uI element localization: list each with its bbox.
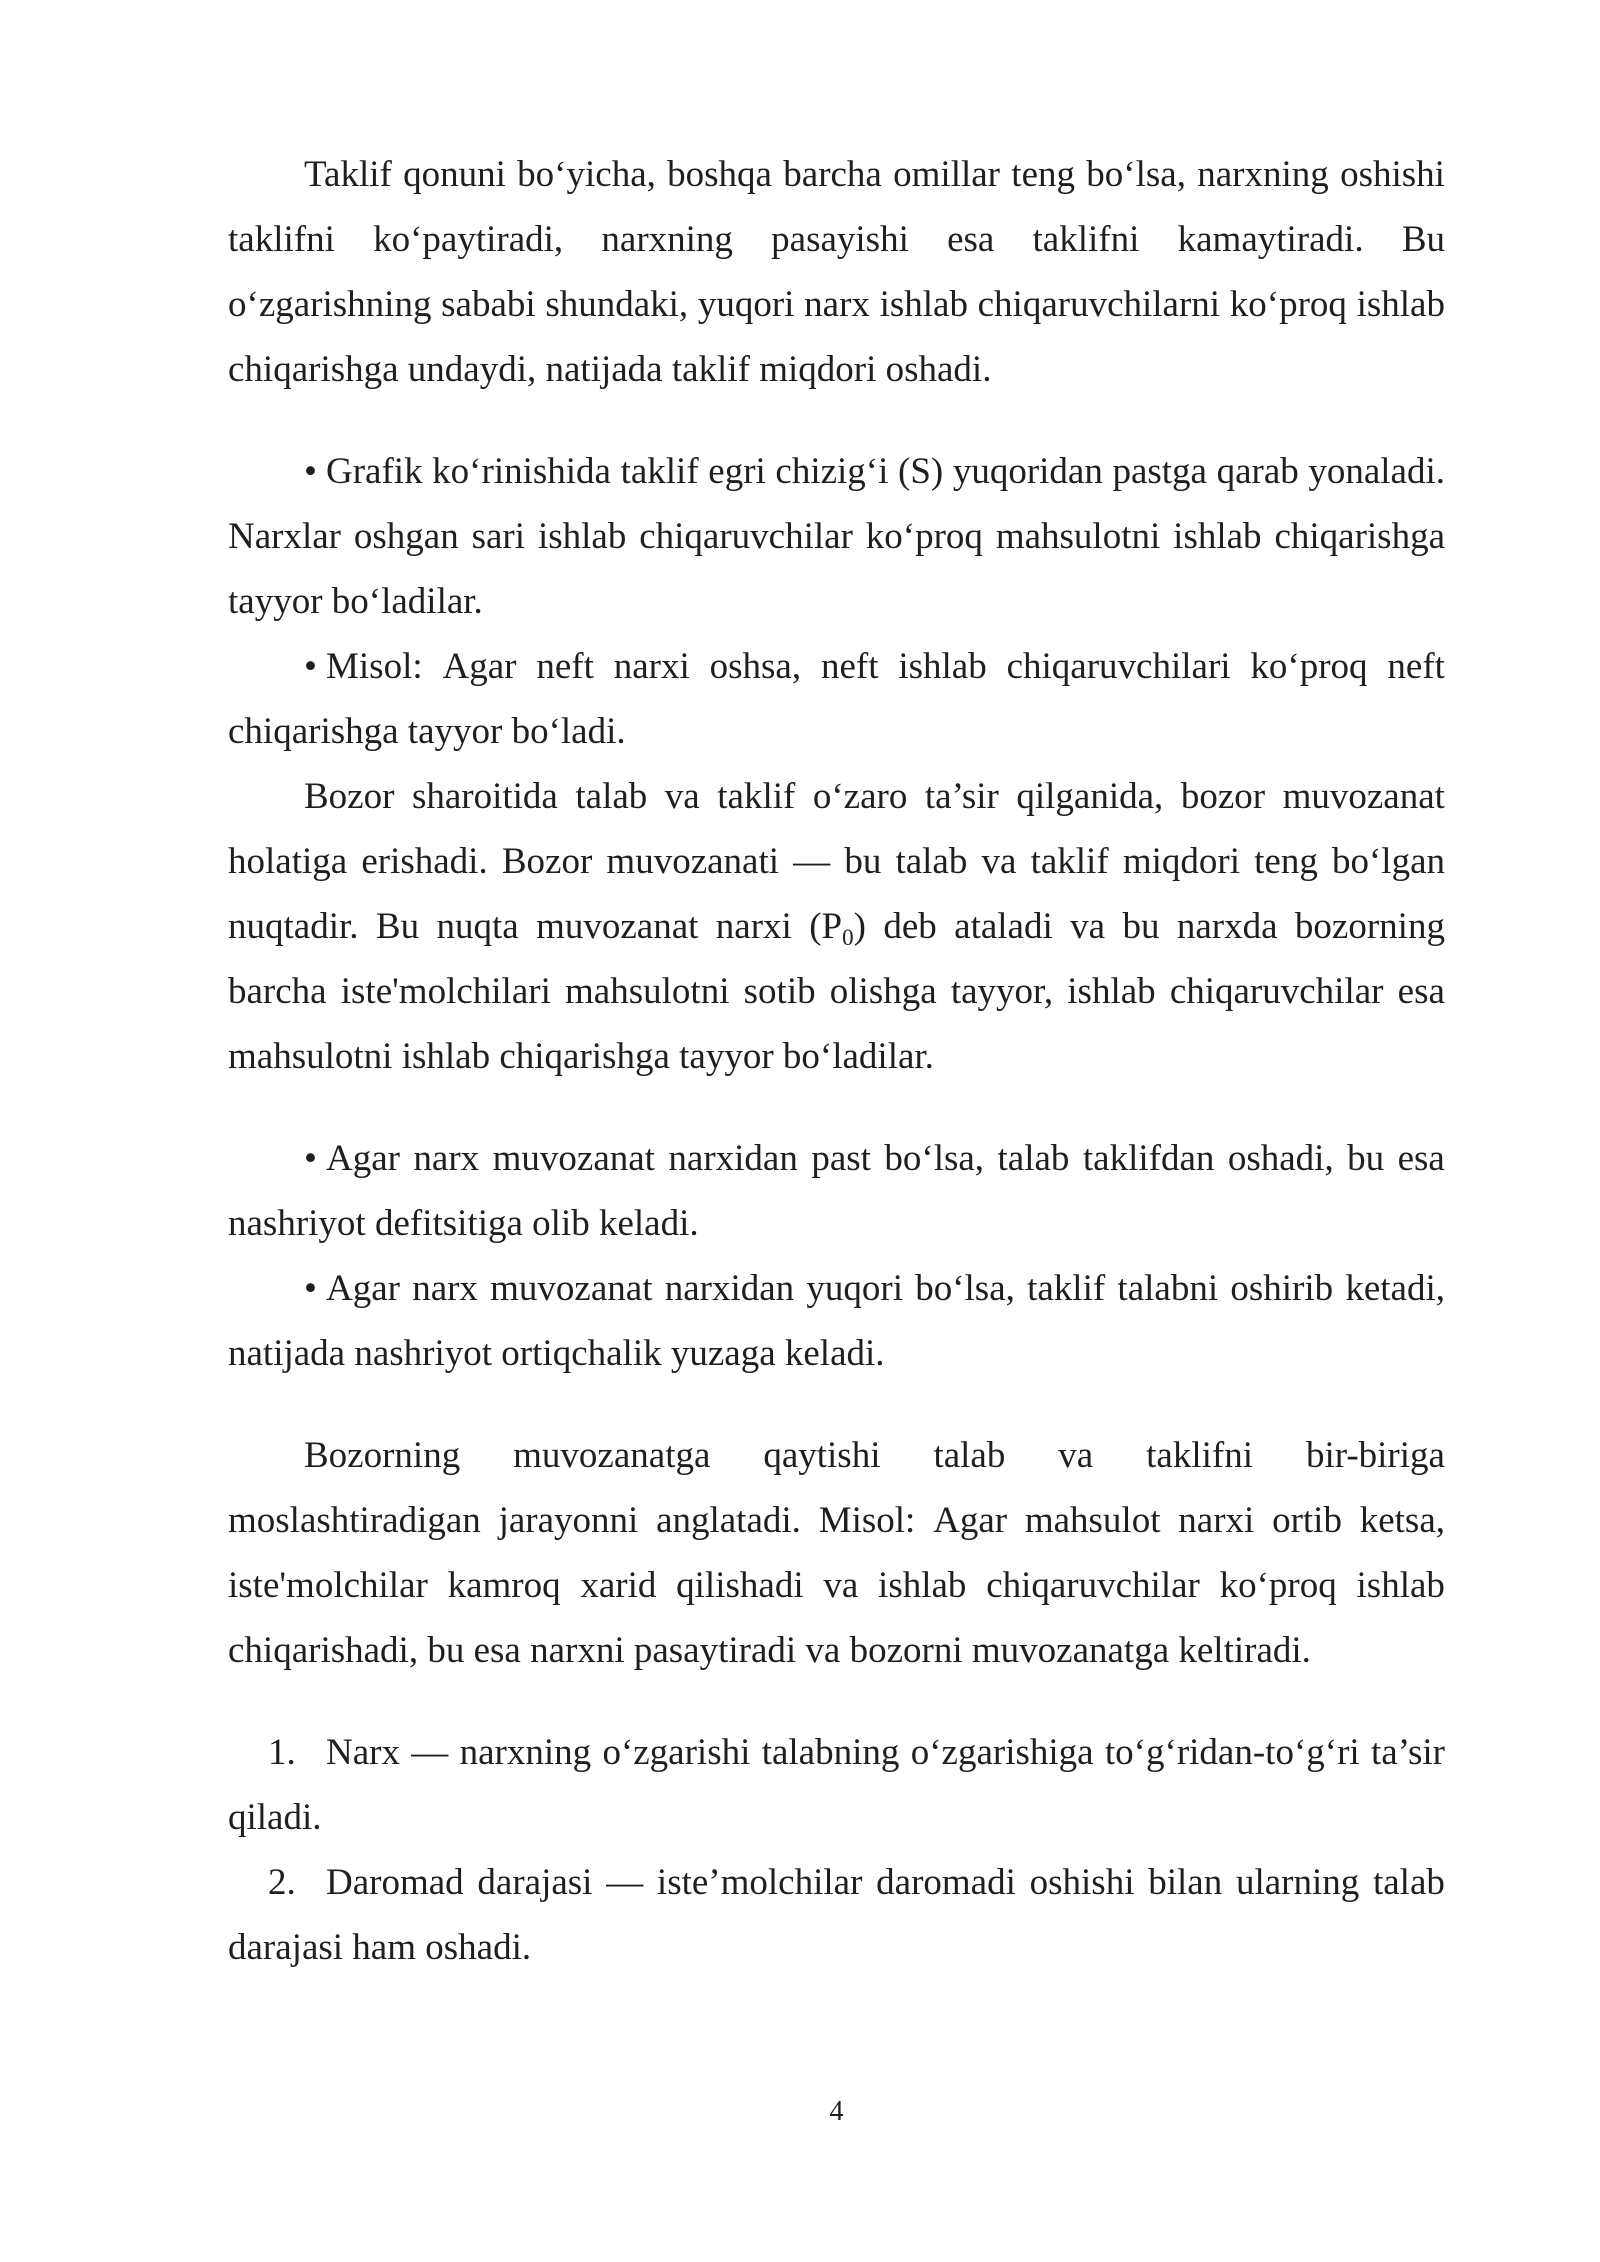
word: yonaladi. (1308, 451, 1445, 492)
justified-line (304, 1423, 1445, 1488)
justified-line (228, 272, 1445, 337)
word: kamroq (447, 1565, 561, 1606)
word: bo‘lsa, (915, 1268, 1015, 1309)
bullet-marker: • (304, 646, 317, 687)
equilibrium-price-symbol (809, 894, 866, 959)
word: bo‘yicha, (517, 154, 656, 195)
word: narxidan (664, 1268, 795, 1309)
word: neft (1387, 646, 1445, 687)
word: pasayishi (771, 219, 909, 260)
justified-line (228, 959, 1445, 1024)
word: jarayonni (498, 1500, 639, 1541)
text-line (228, 207, 1445, 272)
word: taklifni (1032, 219, 1140, 260)
word: oshgan (353, 516, 459, 557)
word: nuqtadir. (228, 906, 359, 947)
paragraph (228, 142, 1445, 402)
word: Agar (326, 1138, 400, 1179)
justified-line (326, 1126, 1445, 1191)
word: bo‘lsa, (884, 1138, 985, 1179)
word: oshsa, (709, 646, 802, 687)
word: taklif (620, 451, 699, 492)
word: va (823, 1565, 859, 1606)
bullet-item (228, 634, 1445, 764)
text-line (228, 1915, 1445, 1980)
word: ko‘proq (1219, 1565, 1337, 1606)
text-line (228, 1191, 1445, 1256)
word: narxi (715, 906, 792, 947)
word: bilan (1148, 1862, 1223, 1903)
numbered-item (228, 1720, 1445, 1850)
word: darajasi (477, 1862, 593, 1903)
bullet-item (228, 439, 1445, 634)
text-line (228, 272, 1445, 337)
word: va (1058, 1435, 1094, 1476)
word: ularning (1235, 1862, 1360, 1903)
word: ortib (1272, 1500, 1342, 1541)
justified-line (326, 1720, 1445, 1785)
word: ishlab (879, 284, 968, 325)
word: ko‘rinishida (432, 451, 611, 492)
word: talab (895, 841, 968, 882)
word: yuqori (697, 284, 795, 325)
word: ketsa, (1359, 1500, 1445, 1541)
word: yuqori (806, 1268, 903, 1309)
word: talabning (761, 1732, 900, 1773)
text-line (228, 142, 1445, 207)
text-line (228, 829, 1445, 894)
line-text: natijada nashriyot ortiqchalik yuzaga keladi. (228, 1333, 885, 1374)
word: iste'molchilari (340, 971, 551, 1012)
word: ta’sir (1371, 1732, 1445, 1773)
word: erishadi. (361, 841, 488, 882)
word: talab (575, 776, 648, 817)
word: va (1070, 906, 1106, 947)
word: talab (933, 1435, 1006, 1476)
word: boshqa (667, 154, 772, 195)
word: Grafik (326, 451, 423, 492)
justified-line (326, 1256, 1445, 1321)
word: o‘zgarishning (228, 284, 432, 325)
line-text: nashriyot defitsitiga olib keladi. (228, 1203, 699, 1244)
word: ishlab (1173, 516, 1262, 557)
word: shundaki, (545, 284, 689, 325)
word: chiqaruvchilari (1006, 646, 1231, 687)
word: narx (804, 284, 870, 325)
word: pastga (1112, 451, 1207, 492)
justified-line (228, 504, 1445, 569)
justified-line (228, 829, 1445, 894)
justified-line (326, 439, 1445, 504)
text-line (228, 1785, 1445, 1850)
word: Agar (442, 646, 517, 687)
word: bu (1122, 906, 1160, 947)
text-line (228, 439, 1445, 504)
bullet-item (228, 1126, 1445, 1256)
item-number: 2. (268, 1862, 296, 1903)
word: miqdori (1122, 841, 1240, 882)
symbol-subscript: 0 (842, 924, 854, 950)
word: qarab (1216, 451, 1299, 492)
word: iste'molchilar (228, 1565, 428, 1606)
word: ishlab (537, 516, 627, 557)
justified-line (228, 894, 1445, 959)
word: iste’molchilar (656, 1862, 863, 1903)
word: sharoitida (411, 776, 558, 817)
text-line (228, 1618, 1445, 1683)
word: muvozanat (536, 906, 699, 947)
word: Bu (1401, 219, 1445, 260)
word: Bu (375, 906, 420, 947)
word: daromadi (876, 1862, 1016, 1903)
word: talabni (1117, 1268, 1219, 1309)
justified-line (326, 1850, 1445, 1915)
word: chiqaruvchilar (1169, 971, 1384, 1012)
word: narx (413, 1138, 480, 1179)
word: muvozanat (1282, 776, 1445, 817)
text-line (228, 569, 1445, 634)
text-line (228, 699, 1445, 764)
word: deb (883, 906, 937, 947)
word: o‘zgarishiga (910, 1732, 1094, 1773)
word: bu (1347, 1138, 1385, 1179)
word: yuqoridan (952, 451, 1103, 492)
word: qonuni (403, 154, 506, 195)
word: nuqta (436, 906, 519, 947)
text-line (228, 1126, 1445, 1191)
text-line (228, 634, 1445, 699)
word: mahsulotni (995, 516, 1161, 557)
word: bo‘lgan (1331, 841, 1445, 882)
word: — (793, 841, 831, 882)
word: Taklif (304, 154, 392, 195)
word: chiqaruvchilar (639, 516, 853, 557)
word: Misol: (326, 646, 423, 687)
word: — (411, 1732, 449, 1773)
text-line (228, 894, 1445, 959)
word: oshishi (1029, 1862, 1135, 1903)
word: bo‘lsa, (1086, 154, 1186, 195)
word: Bozor (304, 776, 395, 817)
word: bozorning (1294, 906, 1445, 947)
word: sari (471, 516, 526, 557)
word: narxning (459, 1732, 592, 1773)
page-number: 4 (829, 2096, 844, 2127)
word: narx (412, 1268, 478, 1309)
word: bir-biriga (1305, 1435, 1445, 1476)
word: narxda (1176, 906, 1278, 947)
text-line (228, 1553, 1445, 1618)
paragraph (228, 1423, 1445, 1683)
word: esa (1397, 1138, 1445, 1179)
word: Bozorning (304, 1435, 461, 1476)
word: taklif (1030, 841, 1109, 882)
line-text: mahsulotni ishlab chiqarishga tayyor bo‘ladilar. (228, 1036, 934, 1077)
word: muvozanat (490, 1268, 653, 1309)
word: teng (1011, 154, 1075, 195)
word: esa (947, 219, 995, 260)
word: kamaytiradi. (1177, 219, 1364, 260)
word: qilganida, (1016, 776, 1164, 817)
line-text: tayyor bo‘ladilar. (228, 581, 483, 622)
word: past (811, 1138, 871, 1179)
word: oshirib (1230, 1268, 1334, 1309)
word: va (981, 841, 1017, 882)
word: Daromad (326, 1862, 464, 1903)
word: taklifdan (1082, 1138, 1215, 1179)
word: egri (708, 451, 766, 492)
word: o‘zgarishi (602, 1732, 751, 1773)
justified-line (304, 142, 1445, 207)
word: ishlab (1067, 971, 1156, 1012)
bullet-marker: • (304, 1138, 317, 1179)
word: oshishi (1340, 154, 1445, 195)
word: omillar (893, 154, 1001, 195)
word: mahsulotni (565, 971, 730, 1012)
line-text: chiqarishadi, bu esa narxni pasaytiradi va bozorni muvozanatga keltiradi. (228, 1630, 1311, 1671)
justified-line (228, 1553, 1445, 1618)
word: Agar (326, 1268, 400, 1309)
word: neft (820, 646, 879, 687)
word: mahsulot (1024, 1500, 1161, 1541)
word: chiqaruvchilarni (977, 284, 1221, 325)
word: chiqaruvchilar (986, 1565, 1200, 1606)
text-line (228, 1256, 1445, 1321)
word: Narx (326, 1732, 400, 1773)
word: ko‘proq (865, 516, 983, 557)
word: va (664, 776, 700, 817)
text-line (228, 1423, 1445, 1488)
word: narxning (601, 219, 733, 260)
word: narxi (613, 646, 690, 687)
word: (S) (898, 451, 944, 492)
word: talab (1372, 1862, 1445, 1903)
word: — (606, 1862, 644, 1903)
word: barcha (783, 154, 882, 195)
word: tayyor, (950, 971, 1054, 1012)
text-line (228, 1488, 1445, 1553)
word: taklif (717, 776, 796, 817)
word: bozor (1180, 776, 1266, 817)
word: Bozor (501, 841, 593, 882)
justified-line (228, 1488, 1445, 1553)
word: taklifni (228, 219, 335, 260)
word: Agar (933, 1500, 1008, 1541)
word: ishlab (878, 1565, 967, 1606)
word: ishlab (898, 646, 987, 687)
word: qilishadi (676, 1565, 804, 1606)
bullet-marker: • (304, 1268, 317, 1309)
word: narxi (1178, 1500, 1255, 1541)
line-text: darajasi ham oshadi. (228, 1927, 532, 1968)
word: sotib (743, 971, 816, 1012)
text-line (228, 1850, 1445, 1915)
word: ishlab (1356, 284, 1445, 325)
word: talab (997, 1138, 1070, 1179)
word: taklifni (1146, 1435, 1254, 1476)
word: olishga (829, 971, 937, 1012)
bullet-item (228, 1256, 1445, 1386)
word: barcha (228, 971, 327, 1012)
word: chiqarishga (1274, 516, 1445, 557)
word: to‘g‘ridan-to‘g‘ri (1104, 1732, 1360, 1773)
paragraph (228, 764, 1445, 1089)
word: sababi (441, 284, 536, 325)
text-line (228, 1720, 1445, 1785)
justified-line (228, 207, 1445, 272)
word: muvozanatga (513, 1435, 711, 1476)
line-text: qiladi. (228, 1797, 322, 1838)
line-text: chiqarishga tayyor bo‘ladi. (228, 711, 626, 752)
word: muvozanati (606, 841, 780, 882)
word: holatiga (228, 841, 348, 882)
justified-line (326, 634, 1445, 699)
word: bu (844, 841, 882, 882)
text-line (228, 959, 1445, 1024)
numbered-item (228, 1850, 1445, 1980)
line-text: chiqarishga undaydi, natijada taklif miqdori oshadi. (228, 349, 992, 390)
word: chizig‘i (775, 451, 889, 492)
word: muvozanat (492, 1138, 655, 1179)
word: o‘zaro (812, 776, 908, 817)
word: Misol: (818, 1500, 916, 1541)
text-line (228, 504, 1445, 569)
symbol-close: ) (853, 906, 866, 947)
word: ko‘proq (1250, 646, 1368, 687)
word: taklif (1027, 1268, 1106, 1309)
item-number: 1. (268, 1732, 296, 1773)
text-line (228, 1024, 1445, 1089)
word: ta’sir (924, 776, 999, 817)
bullet-marker: • (304, 451, 317, 492)
text-line (228, 764, 1445, 829)
symbol-text: (P (809, 906, 843, 947)
word: ko‘paytiradi, (373, 219, 564, 260)
word: narxning (1197, 154, 1329, 195)
word: qaytishi (763, 1435, 881, 1476)
justified-line (304, 764, 1445, 829)
page-body (228, 142, 1445, 1980)
word: ketadi, (1345, 1268, 1445, 1309)
text-line (228, 337, 1445, 402)
word: esa (1397, 971, 1445, 1012)
word: ko‘proq (1229, 284, 1347, 325)
word: neft (536, 646, 594, 687)
word: teng (1254, 841, 1318, 882)
word: anglatadi. (656, 1500, 801, 1541)
word: oshadi, (1227, 1138, 1334, 1179)
word: Narxlar (228, 516, 341, 557)
word: moslashtiradigan (228, 1500, 481, 1541)
word: xarid (580, 1565, 657, 1606)
text-line (228, 1321, 1445, 1386)
word: narxidan (668, 1138, 798, 1179)
word: ishlab (1356, 1565, 1445, 1606)
word: ataladi (954, 906, 1053, 947)
